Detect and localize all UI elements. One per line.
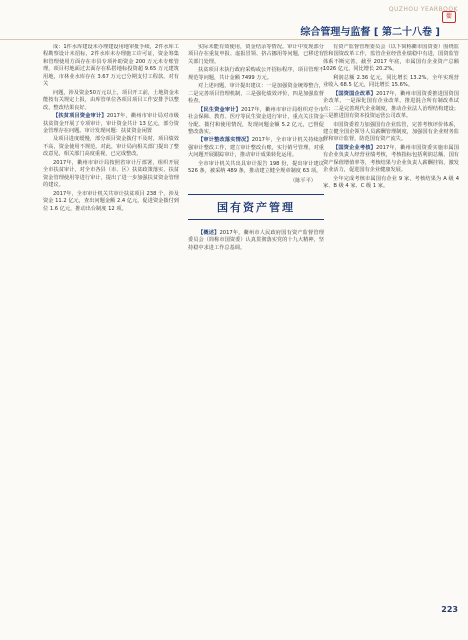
paragraph (323, 91, 459, 121)
author-signoff: （陈平平） (290, 177, 316, 184)
section-header: 综合管理与监督 [ 第二十八卷 ] (300, 27, 440, 38)
paragraph-heading: 【国资国企改革】 (333, 90, 376, 97)
paragraph (188, 107, 324, 137)
column-1 (43, 44, 179, 592)
paragraph-text: 成：1件水库建设未办理建设用地审批手续，2件水库工程勘察设计未招标，2件水库未办理施工许可证，资金筹集和管理使用方面存在市县专项补助资金 200 万元未专账管理，项目村地面过去面存在私搭地标投资超 9.65 万元建筑用地，市林业水库存在 3.67 万元已分期支付工程款。对有关 (43, 44, 179, 88)
paragraph (188, 161, 324, 176)
paragraph (323, 75, 459, 90)
paragraph (43, 191, 179, 213)
paragraph-text: 扶贫项目未执行政府采购或公开招标程序，项目管理不规范等问题，共计金额 7499 万元。 (188, 67, 324, 81)
paragraph (188, 83, 324, 105)
paragraph-text: 对上述问题，审计提出建议：一是加强资金统筹整合，二是完善项目管理机制，三是强化绩效评价，四是加强监督检查。 (188, 83, 324, 105)
paragraph (323, 176, 459, 191)
paragraph-text: 全年完成考核市属国有企业 9 家，考核结果为 A 级 4 家、B 级 4 家、C 级 1 家。 (323, 175, 459, 190)
paragraph (188, 44, 324, 66)
paragraph-text: 有资产监督管理委员会（以下简称衢市国资委）围绕监管和国资改革工作，监管企业经营业绩稳中有进，国资监管体系不断完善。截至 2017 年底，市属国有企业资产总额 1026 亿元，同比增长 20.2%。 (323, 44, 459, 73)
paragraph-text: 2017年，全市审计机关持续加强审计整改工作，建立审计整改台账，实行销号管理，对重大问题开展跟踪审计，推动审计成果转化运用。 (188, 137, 324, 159)
paragraph-heading: 【民生资金审计】 (198, 106, 241, 113)
paragraph-text: 问题，涉及资金50万元以上，项目开工前，土地资金未能按有关规定上报，由库管单位各项目项目工作安排予以整改，整改结果良好。 (43, 89, 179, 111)
section-title: 国有资产管理 (188, 194, 324, 220)
paragraph-heading: 【国资企业考核】 (333, 144, 376, 151)
page-number: 223 (441, 605, 458, 614)
paragraph (43, 44, 179, 89)
column-2 (188, 44, 324, 592)
paragraph-text: 2017年，全市审计机关共审计扶贫项目 238 个，涉及资金 11.2 亿元，查出问题金额 2.4 亿元，促进资金拨付到位 1.6 亿元，推动出台制度 12 项。 (43, 190, 179, 212)
paragraph (43, 113, 179, 135)
paragraph (43, 136, 179, 158)
paragraph-text: 及项目进度缓慢，部分项目资金拨付不及时，项目绩效不高，资金使用不规范。对此，审计局向相关部门提出了整改意见，相关部门高度重视，已完成整改。 (43, 136, 179, 158)
header-divider (0, 39, 468, 40)
paragraph-text: 市国资委着力加强国有企业监管，完善考核评价体系，建立健全国企领导人员薪酬管理制度，加强国有企业财务监督和审计监督，防范国有资产流失。 (323, 121, 459, 143)
paragraph (188, 137, 324, 159)
paragraph (323, 122, 459, 144)
paragraph-text: 2017年，衢州市审计局组织对全市社会保障、教育、医疗等民生资金进行审计，重点关注资金分配、拨付和使用情况，发现问题金额 5.2 亿元，已督促整改落实。 (188, 106, 324, 135)
paragraph-text: 利润总额 2.36 亿元，同比增长 13.2%。全年实现营业收入 68.5 亿元，同比增长 15.6%。 (323, 74, 459, 89)
paragraph-text: 2017年，衢州市审计局对市级扶贫资金开展了专项审计，审计资金共计 13 亿元，部分资金管理存在问题。审计发现问题：扶贫资金闲置 (43, 113, 179, 134)
paragraph-heading: 【扶贫项目资金审计】 (53, 113, 107, 120)
paragraph-text: 2017年，衢州市人民政府国有资产监督管理委员会（简称市国资委）认真贯彻落实党的十九大精神，坚持稳中求进工作总基调。 (188, 229, 324, 251)
paragraph (43, 90, 179, 112)
yearbook-brand: QUZHOU YEARBOOK (388, 6, 458, 13)
paragraph-text: 2017年，衢州市国资委实施市属国有企业负责人经营业绩考核，考核指标包括利润总额、国有资产保值增值率等，考核结果与企业负责人薪酬挂钩，激发企业活力，促进国有企业健康发展。 (323, 144, 459, 174)
paragraph-heading: 【概述】 (198, 229, 220, 236)
yearbook-logo-icon: 衢 (442, 11, 456, 23)
paragraph (188, 230, 324, 252)
paragraph-text: 2017年，衢州市国资委推进国资国企改革，一是深化国有企业改革，推进混合所有制改革试点；二是完善现代企业制度，推动企业法人治理结构建设；三是推进国有资本投资运营公司改革。 (323, 90, 459, 120)
page-header (300, 6, 458, 38)
paragraph (323, 145, 459, 175)
paragraph-text: 全市审计机关共出具审计报告 198 份，提出审计建议 526 条，被采纳 489 条，推动建立健全规章制度 63 项。 (188, 160, 324, 175)
paragraph (43, 160, 179, 190)
paragraph-heading: 【审计整改落实情况】 (198, 137, 252, 144)
paragraph-text: 2017年，衢州市审计局按照省审计厅部署，组织开展全市扶贫审计，对全市各县（市、区）扶贫政策落实、扶贫资金管理使用等进行审计，提出了进一步加强扶贫资金管理的建议。 (43, 159, 179, 189)
paragraph (323, 44, 459, 74)
paragraph (188, 67, 324, 82)
column-3 (323, 44, 459, 592)
paragraph-text: 实际未能有效使用，资金结余等情况。审计中发现部分项目存在重复申报、虚报冒领、挤占挪用等问题，已移送有关部门处理。 (188, 44, 324, 65)
